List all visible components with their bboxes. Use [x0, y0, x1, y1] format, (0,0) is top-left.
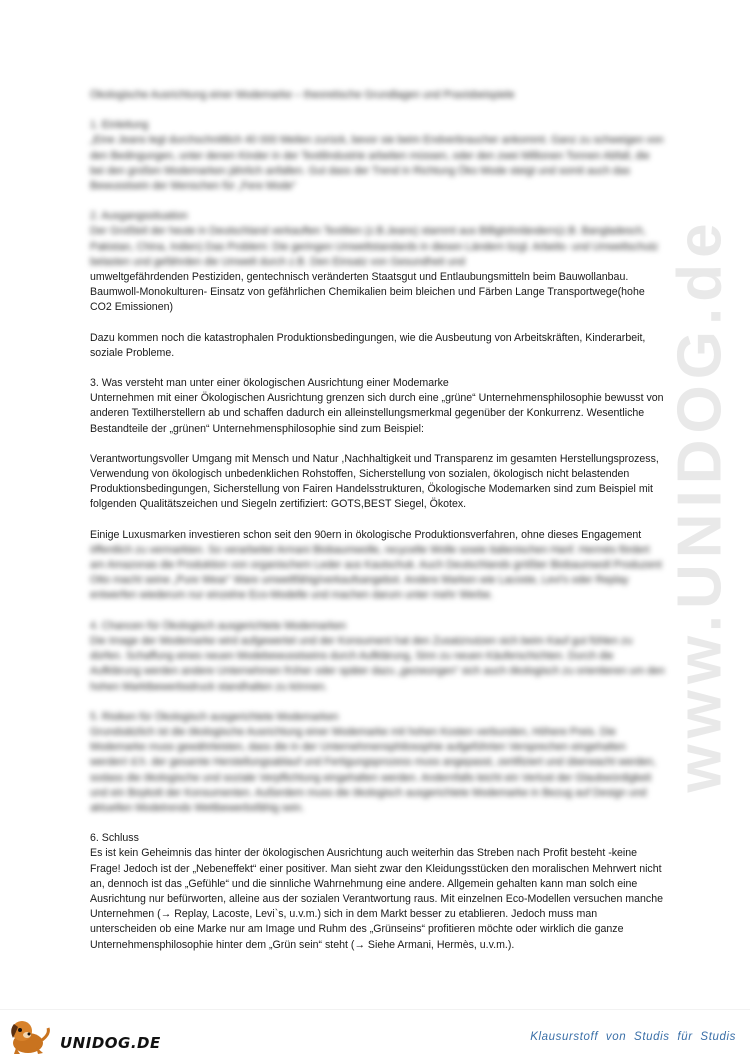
unidog-logo	[6, 1016, 161, 1056]
section-5-heading: 5. Risiken für Ökologisch ausgerichtete Modemarken	[90, 710, 339, 723]
section-3-paragraph-1: Unternehmen mit einer Ökologischen Ausrichtung grenzen sich durch eine „grüne“ Unternehmensphilosophie bewusst von anderen Textilherstellern ab und schaffen dadurch ein alleinstellungsmerkmal gegenüber der Konkurrenz. Wesentliche Bestandteile der „grünen“ Unternehmensphilosophie sind zum Beispiel:	[90, 392, 664, 435]
document-body	[90, 88, 665, 953]
section-2-text-3: Dazu kommen noch die katastrophalen Produktionsbedingungen, wie die Ausbeutung von Arbeitskräften, Kinderarbeit, soziale Probleme.	[90, 331, 646, 359]
logo-text: UNIDOG.DE	[60, 1034, 161, 1052]
document-title: Ökologische Ausrichtung einer Modemarke – theoretische Grundlagen und Praxisbeispiele	[90, 89, 515, 101]
section-2-text-blurred: Der Großteil der heute in Deutschland verkauften Textilien (z.B.Jeans) stammt aus Billiglohnländern(z.B. Bangladesch, Pakistan, China, Indien) Das Problem: Die geringen Umweltstandards in diesen Ländern bzgl. Arbeits- und Umweltschutz belasten und gefährden die Umwelt durch z.B. Den Einsatz von Gesundheit und	[90, 225, 659, 268]
section-1-heading: 1. Einleitung	[90, 119, 149, 132]
section-2-text-1: umweltgefährdenden Pestiziden, gentechnisch veränderten Staatsgut und Entlaubungsmitteln beim Bauwollanbau.	[90, 271, 629, 284]
footer-tagline: Klausurstoff von Studis für Studis	[530, 1031, 736, 1043]
section-3-paragraph-3: Einige Luxusmarken investieren schon seit den 90ern in ökologische Produktionsverfahren, ohne dieses Engagement	[90, 528, 642, 541]
watermark-text: www.UNIDOG.de	[665, 217, 735, 793]
section-2-text-2: Baumwoll-Monokulturen- Einsatz von gefährlichen Chemikalien beim bleichen und Färben Lange Transportwege(hohe CO2 Emissionen)	[90, 286, 645, 314]
section-2-heading: 2. Ausgangssituation	[90, 210, 188, 223]
watermark	[655, 217, 745, 793]
dog-mascot-icon	[6, 1016, 58, 1056]
section-4-heading: 4. Chancen für Ökologisch ausgerichtete Modemarken	[90, 619, 347, 632]
section-3-paragraph-3-blurred: öffentlich zu vermarkten. So verarbeitet Armani Biobaumwolle, recycelte Wolle sowie italienischen Hanf. Hermès fördert am Amazonas die Produktion von organischem Leder aus Kautschuk. Auch Deutschlands größter Biobaumwoll Produzent Otto macht seine „Pure Wear“ Ware umweltfähig/verkaufsangebot. Andere Marken wie Lacoste, Levi's oder Replay entwerfen wiederum nur einzelne Eco-Modelle und machen darum unter mehr Werbe.	[90, 543, 662, 602]
section-3-heading: 3. Was versteht man unter einer ökologischen Ausrichtung einer Modemarke	[90, 377, 449, 390]
section-3-paragraph-2: Verantwortungsvoller Umgang mit Mensch und Natur ,Nachhaltigkeit und Transparenz im gesamten Herstellungsprozess, Verwendung von ökologisch unbedenklichen Rohstoffen, Sicherstellung von sozialen, ökologisch nicht belastenden Produktionsbedingungen, Sicherstellung von Fairen Handelsstrukturen, Ökologische Modemarken sind zum Beispiel mit folgenden Qualitätszeichen und Siegeln zertifiziert: GOTS,BEST Siegel, Ökotex.	[90, 452, 659, 511]
section-5-text: Grundsätzlich ist die ökologische Ausrichtung einer Modemarke mit hohen Kosten verbunden, Höhere Preis. Die Modemarke muss gewährleisten, dass die in der Unternehmensphilosophie aufgeführten Versprechen eingehalten werden! d.h. der gesamte Herstellungsablauf und Fertigungsprozess muss angepasst, zertifiziert und überwacht werden, sodass die ökologische und soziale Verpflichtung eingehalten werden. Andernfalls leicht ein Verlust der Glaubwürdigkeit und ein Boykott der Konsumenten. Außerdem muss die ökologisch ausgerichtete Modemarke in Bezug auf Design und aktuellen Modetrends Wettbewerbsfähig sein.	[90, 725, 656, 814]
footer-divider	[0, 1009, 750, 1010]
section-6-heading: 6. Schluss	[90, 832, 139, 845]
section-1-text: „Eine Jeans legt durchschnittlich 40 000 Meilen zurück, bevor sie beim Endverbraucher ankommt. Ganz zu schweigen von den Bedingungen, unter denen Kinder in der Textilindustrie arbeiten müssen, oder den zwei Millionen Tonnen Abfall, die bei den großen Modemarken jährlich anfallen. Gut dass der Trend in Richtung Öko Mode steigt und somit auch das Bewusstsein der Menschen für „Fere Mode“	[90, 134, 664, 193]
section-6-text: Es ist kein Geheimnis das hinter der ökologischen Ausrichtung auch weiterhin das Streben nach Profit besteht -keine Frage! Jedoch ist der „Nebeneffekt“ einer positiver. Man sieht zwar den Kleidungsstücken den moralischen Mehrwert nicht an, dennoch ist das „Gefühle“ und die sinnliche Wahrnehmung eine andere. Allgemein gehalten kann man solch eine Ausrichtung nur befürworten, alleine aus der sozialen Verantwortung raus. Mit einzelnen Eco-Modellen versuchen manche Unternehmen (→ Replay, Lacoste, Levi`s, u.v.m.) sich in dem Markt besser zu etablieren. Jedoch muss man unterscheiden ob eine Marke nur am Image und Ruhm des „Grünseins“ profitieren möchte oder wirklich die ganze Unternehmensphilosophie hinter dem „Grün sein“ steht (→ Siehe Armani, Hermès, u.v.m.).	[90, 847, 663, 951]
section-4-text: Die Image der Modemarke wird aufgewertet und der Konsument hat den Zusatznutzen sich beim Kauf gut fühlen zu dürfen. Schaffung eines neuen Modebewusstseins durch Aufklärung, Sinn zu neuen Käuferschichten. Durch die Aufklärung werden andere Unternehmen früher oder später dazu „gezwungen“ sich auch ökologisch zu orientieren um den hohen Marktbewerbsdruck standhalten zu können.	[90, 634, 665, 693]
